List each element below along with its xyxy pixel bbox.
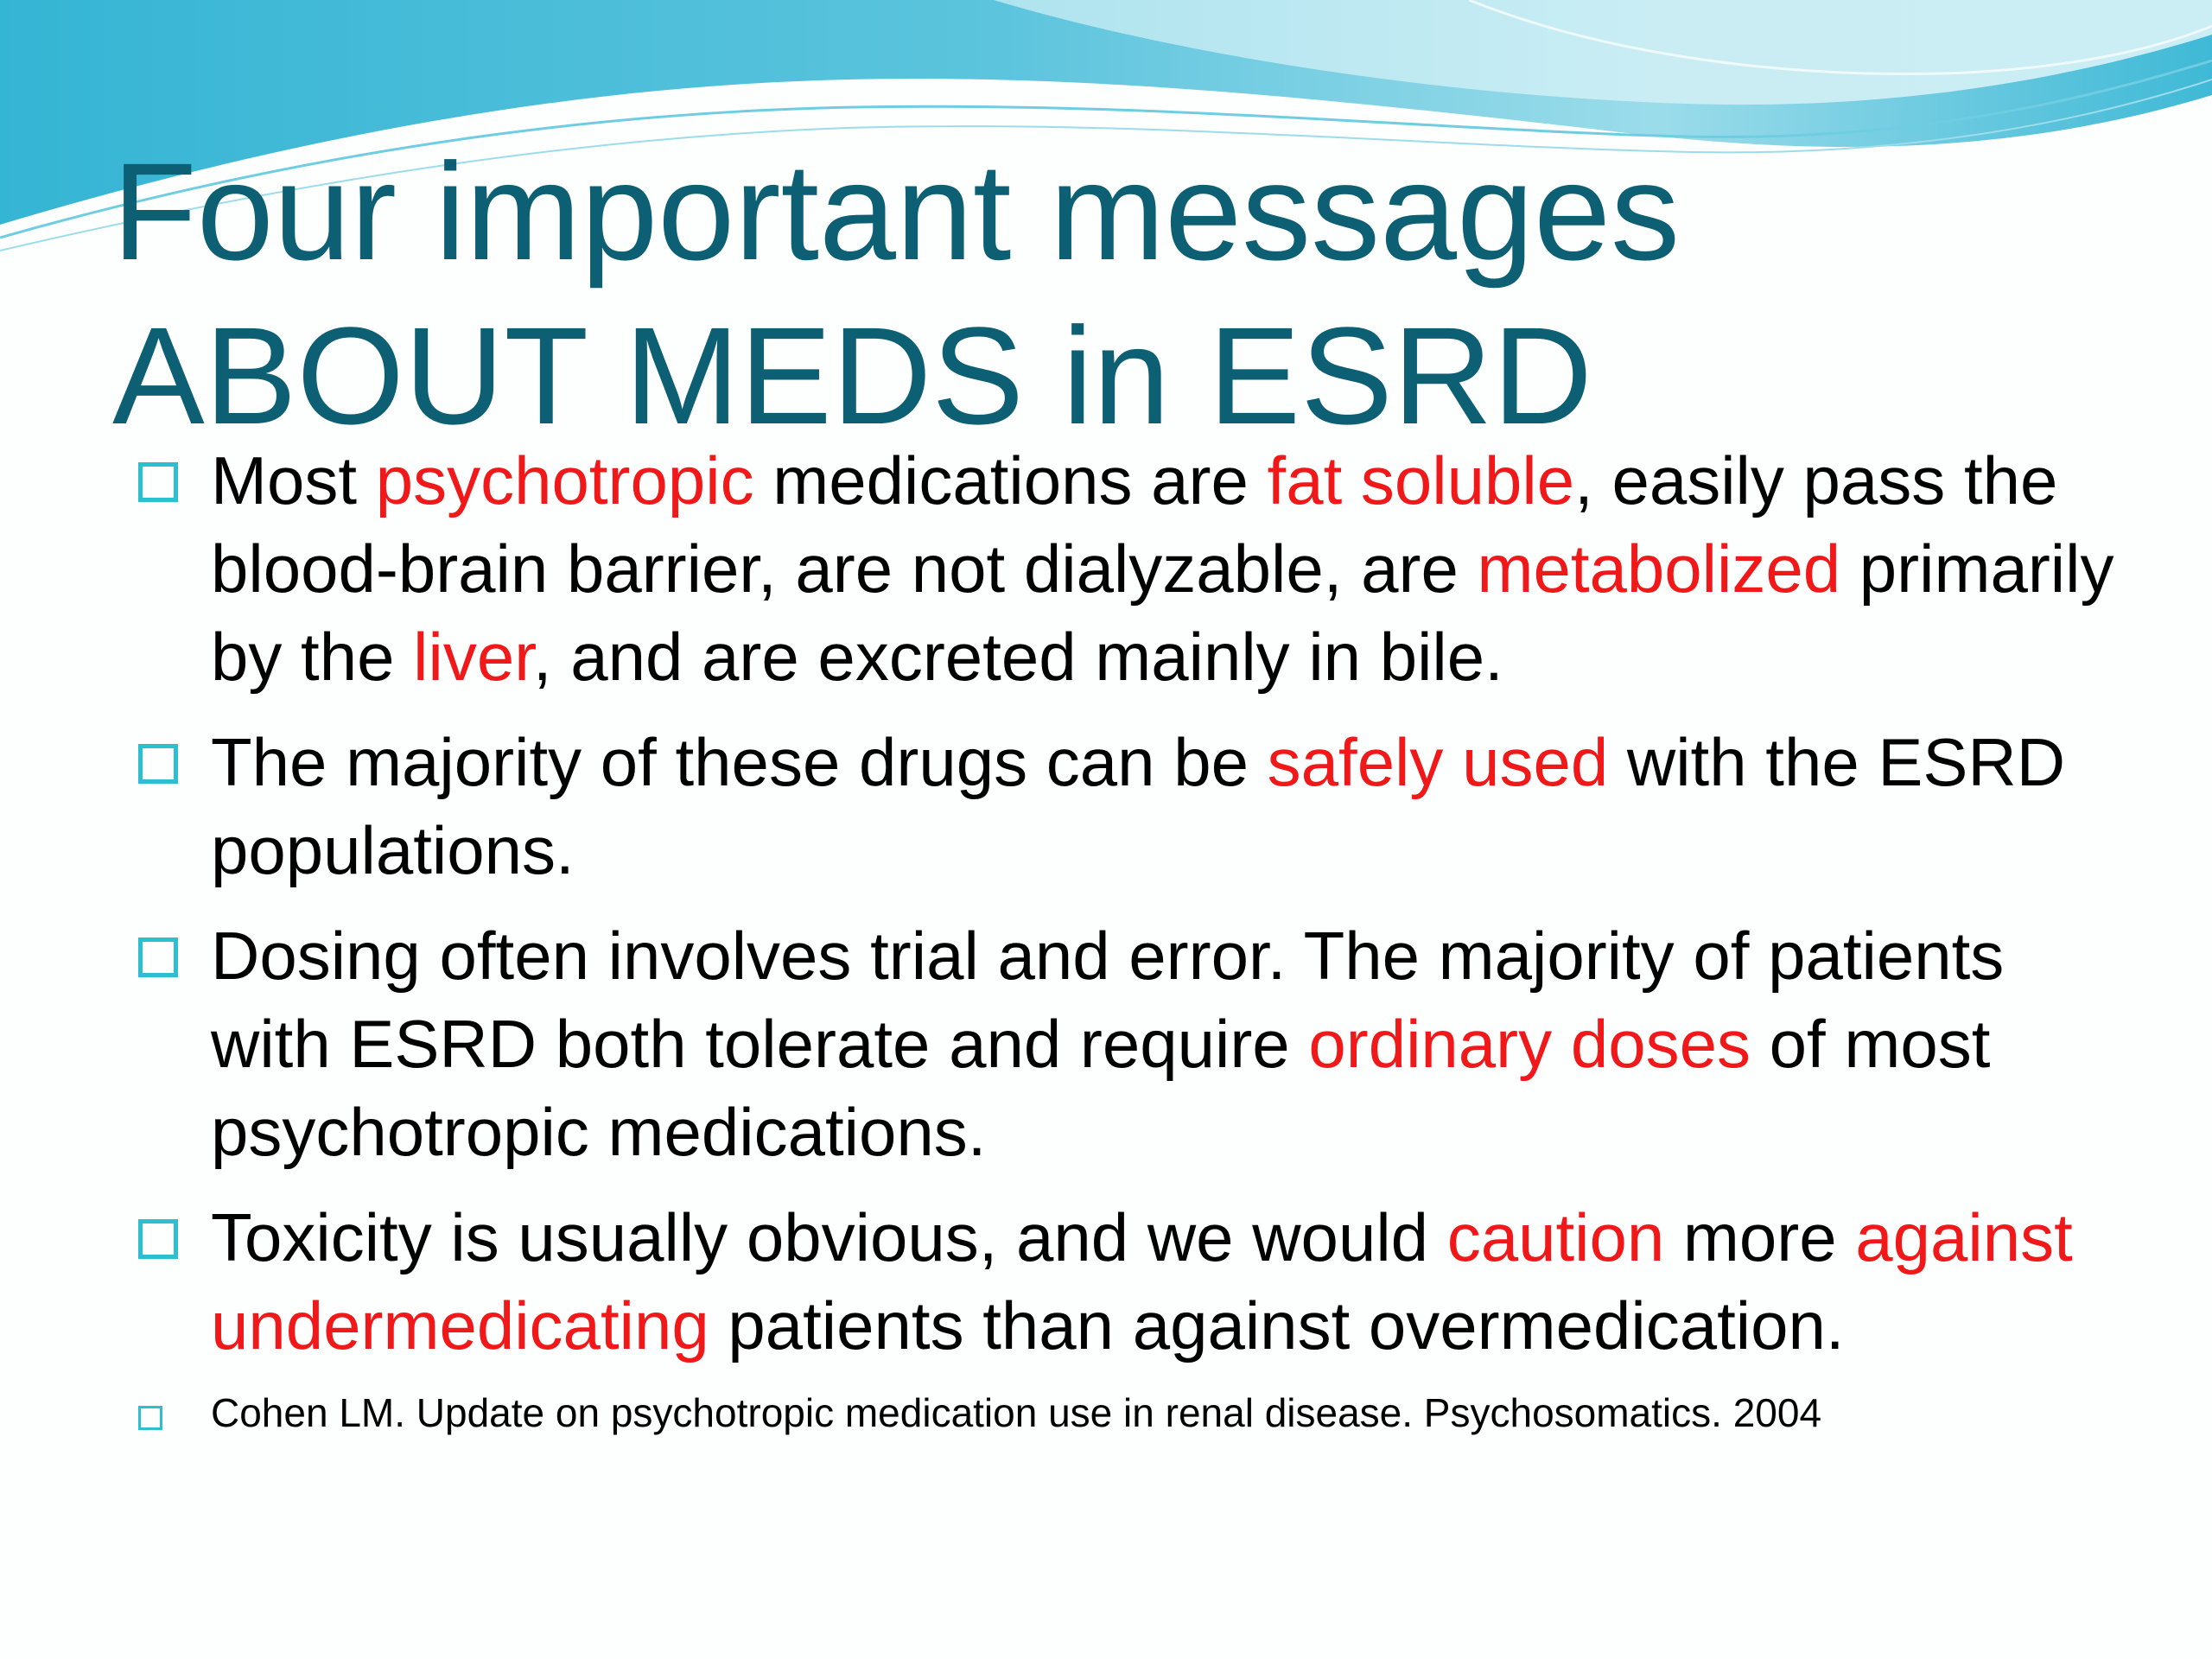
- hollow-square-bullet-icon: [138, 938, 178, 977]
- bullet-text: , easily pass the blood-brain barrier, are not dialyzable, are: [211, 442, 2058, 607]
- bullet-text: Toxicity is usually obvious, and we would: [211, 1199, 1447, 1275]
- bullet-item-2: [137, 718, 2124, 894]
- highlight-text: caution: [1446, 1199, 1665, 1275]
- bullet-text: patients than against overmedication.: [709, 1287, 1845, 1363]
- highlight-text: ordinary doses: [1308, 1006, 1751, 1082]
- highlight-text: psychotropic: [375, 442, 754, 518]
- bullet-list: [137, 436, 2124, 1439]
- hollow-square-bullet-icon: [138, 744, 178, 784]
- bullet-text: The majority of these drugs can be: [211, 724, 1268, 800]
- bullet-text: Dosing often involves trial and error. The majority of patients with ESRD both tolerate and require: [211, 918, 2005, 1082]
- reference-text: Cohen LM. Update on psychotropic medication use in renal disease. Psychosomatics. 2004: [211, 1390, 1822, 1435]
- hollow-square-bullet-icon: [138, 1406, 162, 1430]
- bullet-text: medications are: [753, 442, 1268, 518]
- highlight-text: metabolized: [1477, 531, 1841, 607]
- highlight-text: liver: [413, 619, 533, 695]
- hollow-square-bullet-icon: [138, 462, 178, 502]
- bullet-text: , and are excreted mainly in bile.: [532, 619, 1503, 695]
- bullet-text: with the ESRD populations.: [211, 724, 2066, 888]
- reference-citation: [137, 1387, 2124, 1439]
- hollow-square-bullet-icon: [138, 1219, 178, 1259]
- bullet-text: Most: [211, 442, 376, 518]
- slide-title: [112, 130, 2100, 458]
- slide-title-line-2: ABOUT MEDS in ESRD: [112, 298, 1592, 453]
- bullet-text: of most psychotropic medications.: [211, 1006, 1991, 1170]
- highlight-text: safely used: [1267, 724, 1609, 800]
- highlight-text: fat soluble: [1267, 442, 1575, 518]
- bullet-item-4: [137, 1193, 2124, 1370]
- highlight-text: against undermedicating: [211, 1199, 2073, 1363]
- bullet-text: more: [1664, 1199, 1856, 1275]
- bullet-item-3: [137, 912, 2124, 1176]
- bullet-text: primarily by the: [211, 531, 2114, 695]
- slide-title-line-1: Four important messages: [112, 134, 1681, 289]
- bullet-item-1: [137, 436, 2124, 701]
